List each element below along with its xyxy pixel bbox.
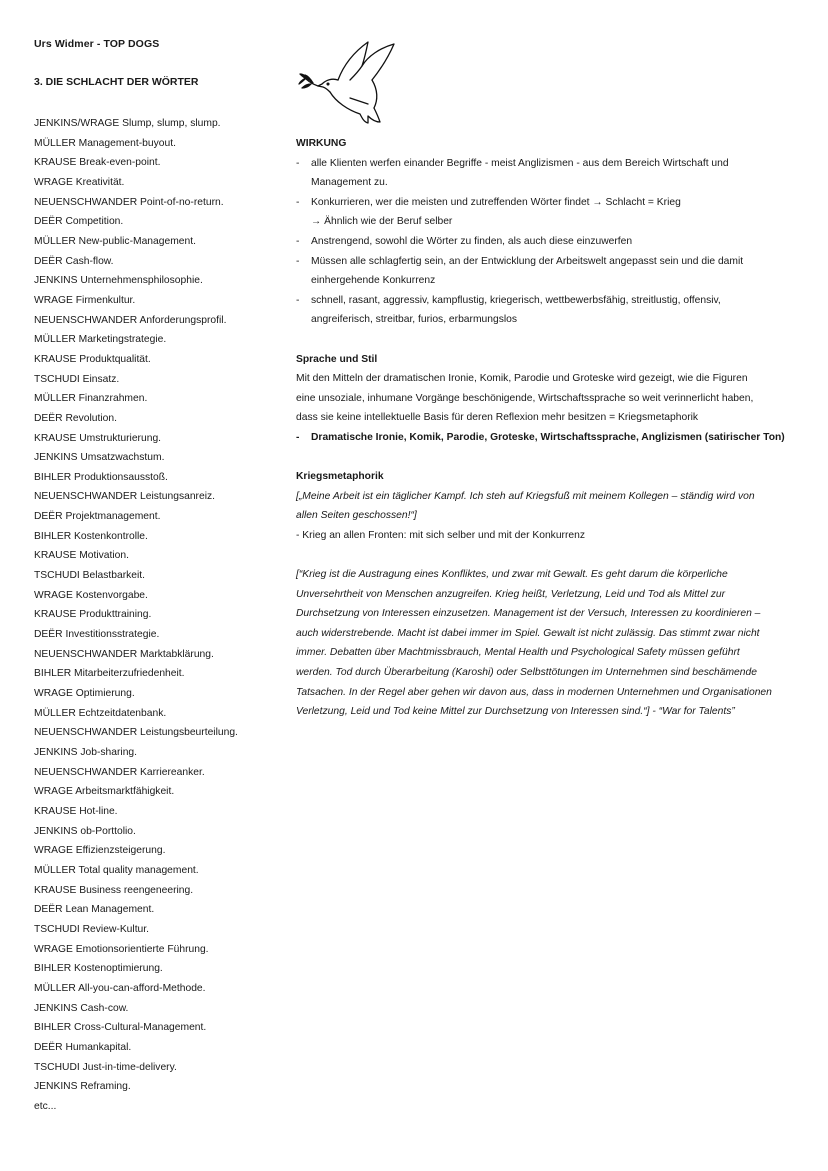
dialogue-line: MÜLLER Management-buyout. [34, 137, 176, 149]
dialogue-line: BIHLER Produktionsausstoß. [34, 471, 168, 483]
bullet-line: schnell, rasant, aggressiv, kampflustig, kriegerisch, wettbewerbsfähig, streitlustig, offensiv, [311, 294, 721, 306]
list-item [296, 291, 801, 330]
paragraph-line: Tatsachen. In der Regel aber gehen wir davon aus, dass in modernen Unternehmen und Organisationen [296, 686, 772, 698]
kriegsmetaphorik-paragraph [296, 565, 801, 722]
paragraph-line: werden. Tod durch Überarbeitung (Karoshi) oder Selbsttötungen im Unternehmen sind beschämende [296, 667, 757, 679]
paragraph-line: immer. Debatten über Machtmissbrauch, Mental Health und Psychological Safety müssen geführt [296, 647, 740, 659]
sprache-line: eine unsoziale, inhumane Vorgänge beschönigende, Wirtschaftssprache so weit verinnerlicht haben, [296, 392, 754, 404]
dialogue-line: TSCHUDI Einsatz. [34, 373, 120, 385]
bullet-dash: - [296, 431, 300, 443]
bullet-line: einhergehende Konkurrenz [311, 275, 436, 287]
dialogue-line: KRAUSE Break-even-point. [34, 157, 161, 169]
wirkung-title: WIRKUNG [296, 138, 347, 149]
paragraph-line: Unversehrtheit von Menschen anzugreifen. Krieg heißt, Verletzung, Leid und Tod als Mittel zur [296, 588, 726, 600]
dialogue-line: BIHLER Mitarbeiterzufriedenheit. [34, 668, 185, 680]
paragraph-line: Verletzung, Leid und Tod keine Mittel zur Durchsetzung von Interessen sind.“] - “War for Talents” [296, 706, 735, 718]
section-title: 3. DIE SCHLACHT DER WÖRTER [34, 76, 199, 88]
sprache-title: Sprache und Stil [296, 353, 378, 365]
dialogue-line: WRAGE Emotionsorientierte Führung. [34, 943, 209, 955]
bullet-line: alle Klienten werfen einander Begriffe - meist Anglizismen - aus dem Bereich Wirtschaft und [311, 157, 729, 169]
dialogue-line: DEËR Cash-flow. [34, 255, 114, 267]
dialogue-line: BIHLER Kostenkontrolle. [34, 530, 148, 542]
analysis-column [296, 134, 801, 722]
quote-line: allen Seiten geschossen!“] [296, 510, 417, 522]
sprache-line: dass sie keine intellektuelle Basis für deren Reflexion mehr besitzen = Kriegsmetaphorik [296, 412, 699, 424]
dialogue-line: MÜLLER All-you-can-afford-Methode. [34, 982, 206, 994]
dialogue-line: KRAUSE Hot-line. [34, 805, 118, 817]
dialogue-line: BIHLER Kostenoptimierung. [34, 963, 163, 975]
dialogue-line: WRAGE Kreativität. [34, 176, 125, 188]
dialogue-line: DEËR Projektmanagement. [34, 511, 161, 523]
sprache-line: Mit den Mitteln der dramatischen Ironie, Komik, Parodie und Groteske wird gezeigt, wie die Figuren [296, 373, 748, 385]
dialogue-line: DEËR Competition. [34, 216, 124, 228]
dialogue-line: NEUENSCHWANDER Leistungsbeurteilung. [34, 727, 238, 739]
dialogue-line: DEËR Lean Management. [34, 904, 155, 916]
dialogue-line: JENKINS Reframing. [34, 1081, 131, 1093]
dialogue-line: JENKINS Unternehmensphilosophie. [34, 275, 203, 287]
dialogue-line: etc... [34, 1100, 57, 1112]
dialogue-line: DEËR Humankapital. [34, 1041, 132, 1053]
dialogue-line: WRAGE Optimierung. [34, 688, 135, 700]
bullet-line: angreiferisch, streitbar, furios, erbarmungslos [311, 314, 518, 326]
dialogue-line: KRAUSE Umstrukturierung. [34, 432, 162, 444]
dialogue-line: MÜLLER Marketingstrategie. [34, 334, 167, 346]
dialogue-line: MÜLLER Finanzrahmen. [34, 393, 148, 405]
dialogue-line: BIHLER Cross-Cultural-Management. [34, 1022, 207, 1034]
dialogue-line: NEUENSCHWANDER Anforderungsprofil. [34, 314, 227, 326]
dialogue-line: JENKINS Umsatzwachstum. [34, 452, 165, 464]
dove-with-olive-branch-icon [298, 40, 403, 124]
dialogue-line: WRAGE Firmenkultur. [34, 294, 136, 306]
dialogue-list [34, 114, 284, 1116]
bullet-line: Management zu. [311, 177, 388, 189]
dialogue-line: WRAGE Effizienzsteigerung. [34, 845, 166, 857]
dialogue-line: WRAGE Arbeitsmarktfähigkeit. [34, 786, 175, 798]
list-item [296, 232, 801, 252]
dialogue-line: MÜLLER Total quality management. [34, 864, 199, 876]
dialogue-line: JENKINS Cash-cow. [34, 1002, 129, 1014]
dialogue-line: NEUENSCHWANDER Karriereanker. [34, 766, 205, 778]
sprache-bullet-list [296, 428, 801, 448]
kriegsmetaphorik-title: Kriegsmetaphorik [296, 471, 384, 483]
dialogue-line: TSCHUDI Belastbarkeit. [34, 570, 146, 582]
dialogue-line: KRAUSE Produktqualität. [34, 353, 151, 365]
dialogue-line: WRAGE Kostenvorgabe. [34, 589, 148, 601]
dialogue-line: KRAUSE Motivation. [34, 550, 129, 562]
dialogue-line: JENKINS/WRAGE Slump, slump, slump. [34, 118, 221, 129]
dialogue-line: JENKINS ob-Porttolio. [34, 825, 136, 837]
bullet-line: Müssen alle schlagfertig sein, an der Entwicklung der Arbeitswelt angepasst sein und die damit [311, 255, 744, 267]
dialogue-line: MÜLLER New-public-Management. [34, 235, 196, 247]
paragraph-line: auch widerstrebende. Macht ist dabei immer im Spiel. Gewalt ist nicht zulässig. Das stimmt zwar nicht [296, 627, 760, 639]
dialogue-line: JENKINS Job-sharing. [34, 747, 138, 758]
dialogue-line: TSCHUDI Just-in-time-delivery. [34, 1061, 177, 1073]
dialogue-line: MÜLLER Echtzeitdatenbank. [34, 707, 167, 719]
list-item [296, 428, 801, 448]
bullet-dash: - [296, 255, 300, 267]
paragraph-line: [“Krieg ist die Austragung eines Konfliktes, und zwar mit Gewalt. Es geht darum die körperliche [296, 569, 728, 581]
list-item [296, 154, 801, 193]
bullet-line: Anstrengend, sowohl die Wörter zu finden, als auch diese einzuwerfen [311, 235, 633, 247]
quote-line: [„Meine Arbeit ist ein täglicher Kampf. Ich steh auf Kriegsfuß mit meinem Kollegen – ständig wird von [296, 490, 755, 502]
bullet-line: Konkurrieren, wer die meisten und zutreffenden Wörter findet → Schlacht = Krieg [311, 196, 681, 208]
paragraph-line: Durchsetzung von Interessen einzusetzen. Management ist der Versuch, Interessen zu koordinieren – [296, 608, 761, 620]
bullet-dash: - [296, 196, 300, 208]
dialogue-line: NEUENSCHWANDER Point-of-no-return. [34, 196, 224, 208]
list-item [296, 252, 801, 291]
bullet-dash: - [296, 235, 300, 247]
dialogue-line: TSCHUDI Review-Kultur. [34, 923, 150, 935]
sprache-bullet-text: Dramatische Ironie, Komik, Parodie, Groteske, Wirtschaftssprache, Anglizismen (satirischer Ton) [311, 431, 785, 443]
dialogue-line: NEUENSCHWANDER Marktabklärung. [34, 648, 214, 660]
dialogue-line: DEËR Investitionsstrategie. [34, 629, 160, 641]
kriegsmetaphorik-note: - Krieg an allen Fronten: mit sich selber und mit der Konkurrenz [296, 529, 586, 541]
bullet-line: → Ähnlich wie der Beruf selber [311, 216, 453, 228]
list-item [296, 193, 801, 232]
document-header: Urs Widmer - TOP DOGS [34, 38, 160, 50]
dialogue-line: KRAUSE Produkttraining. [34, 609, 152, 621]
dialogue-line: NEUENSCHWANDER Leistungsanreiz. [34, 491, 216, 503]
dialogue-line: DEËR Revolution. [34, 412, 117, 424]
bullet-dash: - [296, 157, 300, 169]
bullet-dash: - [296, 294, 300, 306]
dialogue-line: KRAUSE Business reengeneering. [34, 884, 194, 896]
wirkung-list [296, 154, 801, 330]
